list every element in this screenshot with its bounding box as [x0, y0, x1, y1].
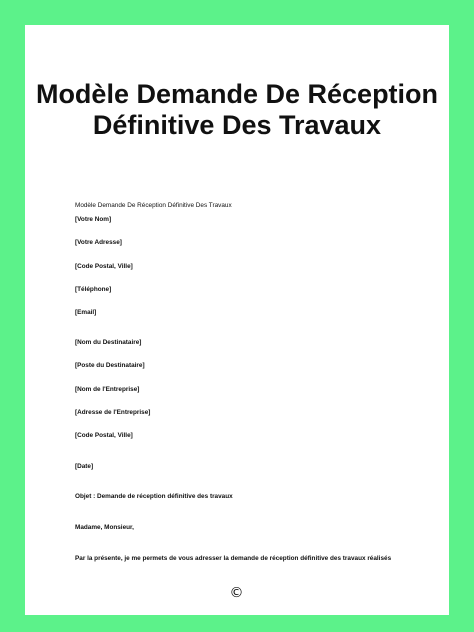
sender-name-line: [Votre Nom] [75, 216, 112, 223]
sender-address-line: [Votre Adresse] [75, 239, 122, 246]
company-name-line: [Nom de l'Entreprise] [75, 386, 140, 393]
sender-email-line: [Email] [75, 309, 97, 316]
date-line: [Date] [75, 463, 94, 470]
body-paragraph-line: Par la présente, je me permets de vous adresser la demande de réception définitive des travaux réalisés [75, 555, 392, 562]
company-address-line: [Adresse de l'Entreprise] [75, 409, 151, 416]
salutation-line: Madame, Monsieur, [75, 524, 134, 531]
sender-phone-line: [Téléphone] [75, 286, 112, 293]
document-title: Modèle Demande De Réception Définitive Des Travaux [35, 79, 439, 140]
company-postal-line: [Code Postal, Ville] [75, 432, 133, 439]
recipient-name-line: [Nom du Destinataire] [75, 339, 142, 346]
document-heading-line: Modèle Demande De Réception Définitive Des Travaux [75, 202, 232, 209]
recipient-position-line: [Poste du Destinataire] [75, 362, 145, 369]
sender-postal-line: [Code Postal, Ville] [75, 263, 133, 270]
subject-line: Objet : Demande de réception définitive des travaux [75, 493, 233, 500]
document-page [25, 25, 449, 615]
copyright-icon: © [229, 585, 244, 601]
